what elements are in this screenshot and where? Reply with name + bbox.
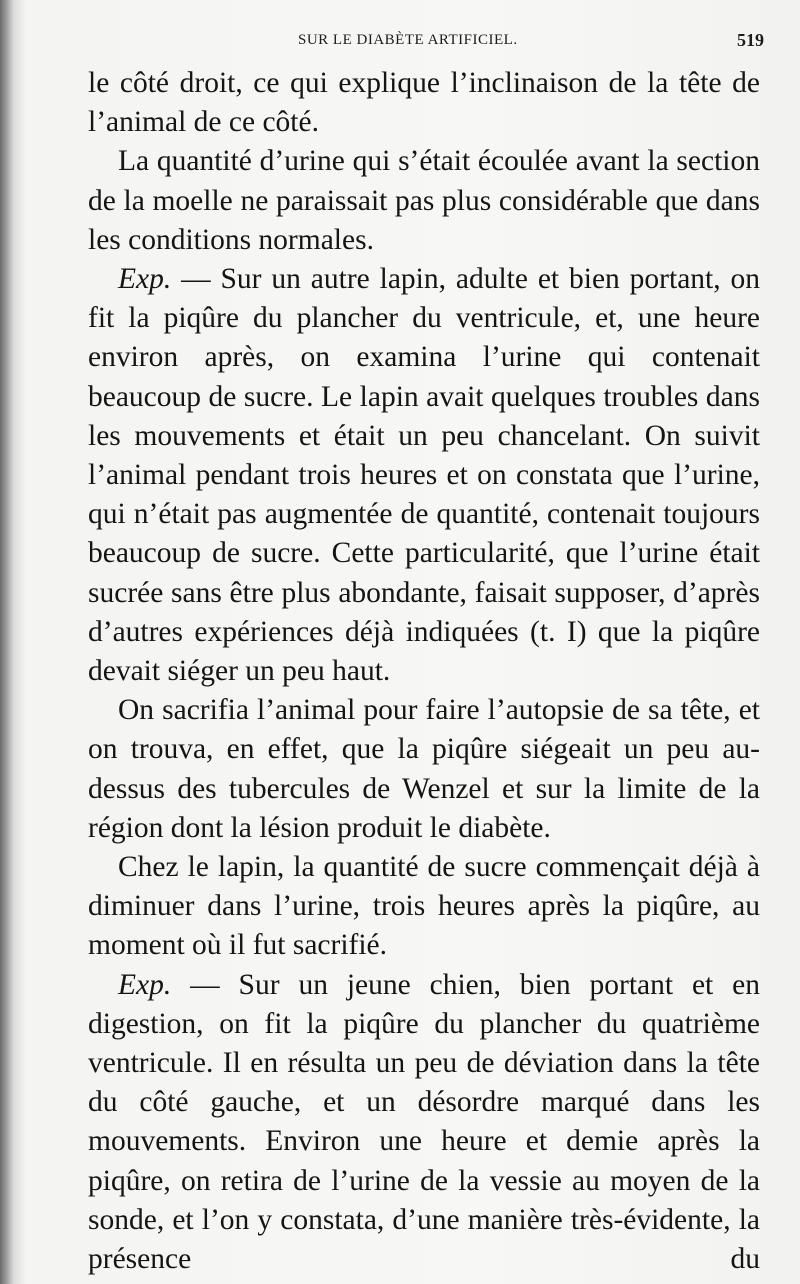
experiment-paragraph [88, 966, 760, 1280]
paragraph-text: — Sur un jeune chien, bien portant et en digestion, on fit la piqûre du plancher du quatrième ventricule. Il en résulta un peu de déviation dans la tête du côté gauche, et un désordre marqué dans les mouvements. Environ une heure et demie après la piqûre, on retira de l’urine de la vessie au moyen de la sonde, et l’on y constata, d’une manière très-évidente, la présence du [88, 968, 760, 1276]
exp-label: Exp. [118, 263, 172, 296]
paragraph-text: le côté droit, ce qui explique l’inclinaison de la tête de l’animal de ce côté. [88, 67, 760, 139]
paragraph [88, 142, 760, 260]
page-body [88, 64, 760, 1279]
exp-label: Exp. [118, 968, 172, 1001]
paragraph-text: La quantité d’urine qui s’était écoulée avant la section de la moelle ne paraissait pas plus considérable que dans les conditions normales. [88, 145, 760, 256]
running-head: SUR LE DIABÈTE ARTIFICIEL. [298, 32, 518, 48]
paragraph-text: On sacrifia l’animal pour faire l’autopsie de sa tête, et on trouva, en effet, que la piqûre siégeait un peu au-dessus des tubercules de Wenzel et sur la limite de la région dont la lésion produit le diabète. [88, 694, 760, 844]
page-header [88, 32, 764, 60]
paragraph-text: Chez le lapin, la quantité de sucre commençait déjà à diminuer dans l’urine, trois heures après la piqûre, au moment où il fut sacrifié. [88, 851, 760, 962]
paragraph-text: — Sur un autre lapin, adulte et bien portant, on fit la piqûre du plancher du ventricule, et, une heure environ après, on examina l’urine qui contenait beaucoup de sucre. Le lapin avait quelques troubles dans les mouvements et était un peu chancelant. On suivit l’animal pendant trois heures et on constata que l’urine, qui n’était pas augmentée de quantité, contenait toujours beaucoup de sucre. Cette particularité, que l’urine était sucrée sans être plus abondante, faisait supposer, d’après d’autres expériences déjà indiquées (t. I) que la piqûre devait siéger un peu haut. [88, 263, 760, 688]
paragraph [88, 848, 760, 966]
paragraph-continuation [88, 64, 760, 142]
experiment-paragraph [88, 260, 760, 691]
page-number: 519 [737, 30, 764, 50]
paragraph [88, 691, 760, 848]
